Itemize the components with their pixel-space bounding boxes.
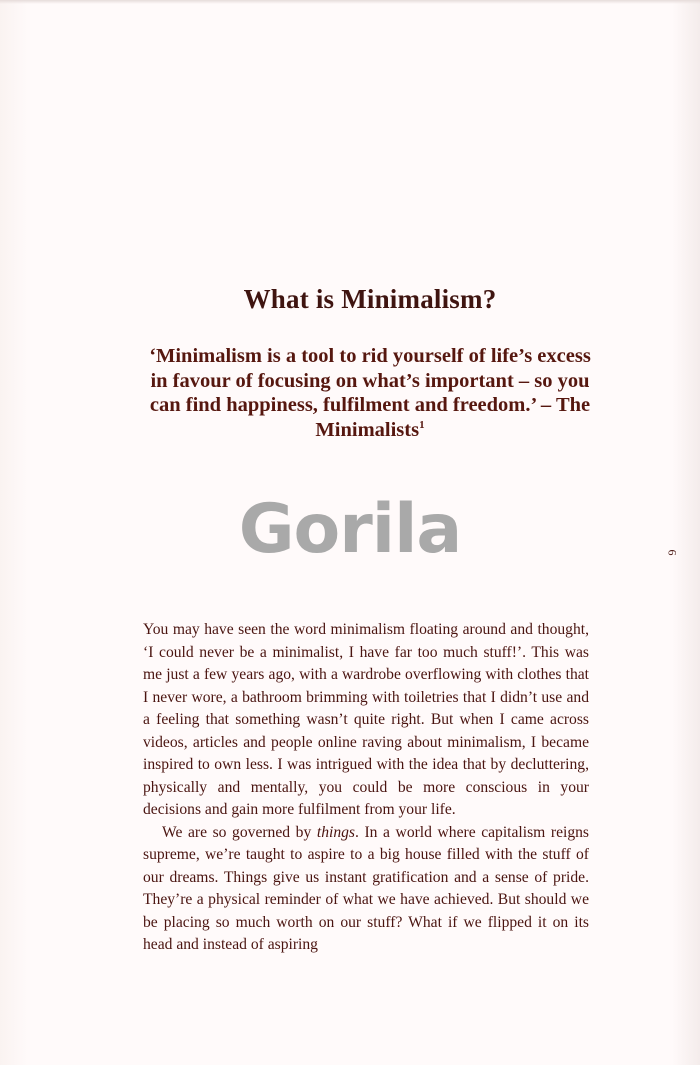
epigraph-quote <box>140 344 600 442</box>
body-text <box>143 619 589 957</box>
epigraph-text: ‘Minimalism is a tool to rid yourself of life’s excess in favour of focusing on what’s important – so you can find happiness, fulfilment and freedom.’ – The Minimalists <box>149 345 591 441</box>
paragraph-2-emphasis: things <box>316 823 355 841</box>
paragraph-2 <box>143 822 589 957</box>
paragraph-2-text: . In a world where capitalism reigns supreme, we’re taught to aspire to a big house filled with the stuff of our dreams. Things give us instant gratification and a sense of pride. They’re a physical reminder of what we have achieved. But should we be placing so much worth on our stuff? What if we flipped it on its head and instead of aspiring <box>143 823 589 953</box>
watermark-logo: Gorila <box>238 490 462 569</box>
page-number: 6 <box>665 549 680 556</box>
footnote-mark: 1 <box>419 418 425 431</box>
chapter-heading: What is Minimalism? <box>243 284 497 314</box>
paragraph-2-lead: We are so governed by <box>162 823 317 841</box>
page-top-edge <box>0 0 700 4</box>
paragraph-1: You may have seen the word minimalism floating around and thought, ‘I could never be a minimalist, I have far too much stuff!’. This was me just a few years ago, with a wardrobe overflowing with clothes that I never wore, a bathroom brimming with toiletries that I didn’t use and a feeling that something wasn’t quite right. But when I came across videos, articles and people online raving about minimalism, I became inspired to own less. I was intrigued with the idea that by decluttering, physically and mentally, you could be more conscious in your decisions and gain more fulfilment from your life. <box>143 621 589 818</box>
